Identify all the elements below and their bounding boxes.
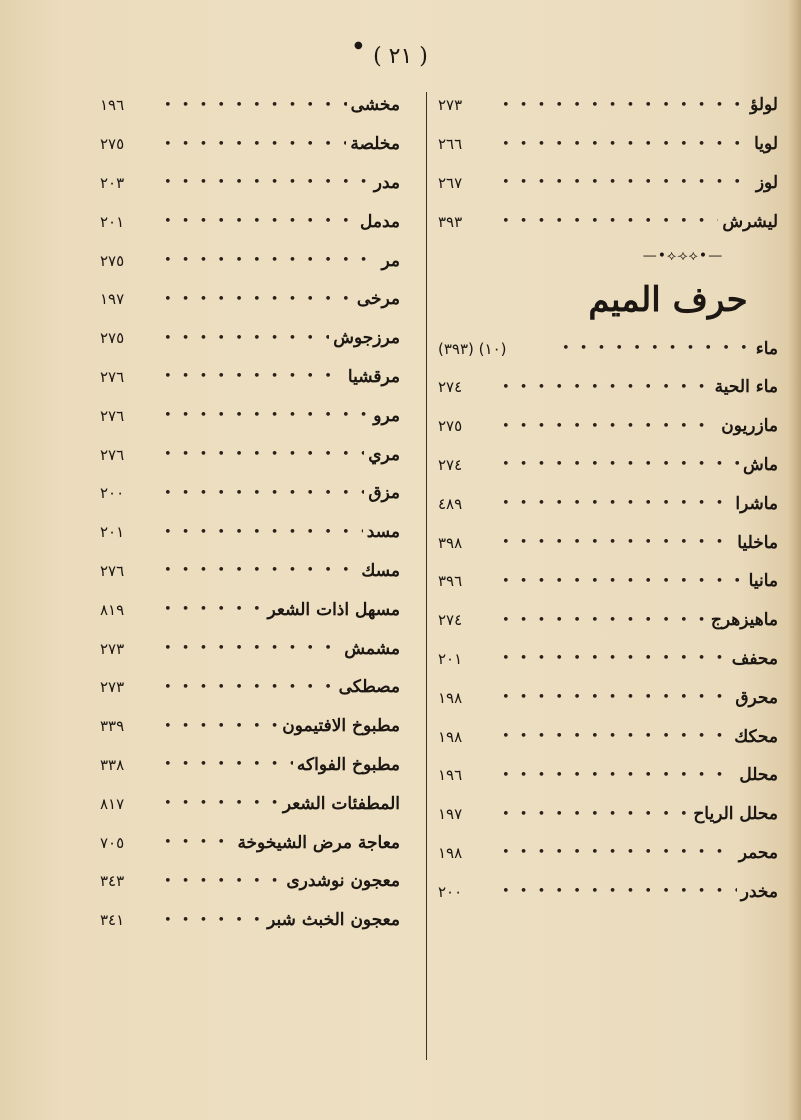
- entry-page: ٢٧٦: [100, 406, 125, 425]
- leader-dots: [496, 137, 750, 152]
- entry-term: مطبوخ الفواكه: [296, 754, 400, 775]
- entry-term: مرو: [373, 405, 400, 426]
- entry-term: ليشرش: [722, 211, 778, 232]
- leader-dots: [158, 719, 278, 734]
- entry-page: ١٩٧: [438, 805, 463, 824]
- leader-dots: [496, 496, 731, 511]
- leader-dots: [158, 486, 364, 501]
- leader-dots: [158, 408, 369, 423]
- entry-term: محمر: [738, 842, 778, 863]
- index-entry: [438, 717, 778, 756]
- index-entry: [438, 329, 778, 368]
- leader-dots: [158, 175, 370, 190]
- leader-dots: [158, 602, 264, 617]
- entry-term: محلل الرياح: [693, 804, 778, 825]
- ink-dot: ●: [354, 40, 363, 51]
- entry-page: ٢٧٥: [438, 417, 463, 436]
- index-entry: [438, 86, 778, 125]
- entry-term: المطفئات الشعر: [282, 793, 400, 814]
- leader-dots: [496, 419, 717, 434]
- entry-page: ٢٠٣: [100, 173, 125, 192]
- column-divider: [426, 92, 427, 1060]
- entry-page: ٢٧٥: [100, 135, 125, 154]
- entry-term: مري: [368, 444, 400, 465]
- leader-dots: [158, 835, 233, 850]
- entry-page: ٢٧٥: [100, 329, 125, 348]
- entry-page: ٢٧٦: [100, 367, 125, 386]
- entry-term: مسد: [366, 522, 400, 543]
- entry-term: محفف: [731, 648, 778, 669]
- entry-term: ماش: [742, 454, 778, 475]
- leader-dots: [496, 690, 731, 705]
- leader-dots: [158, 874, 282, 889]
- leader-dots: [496, 651, 728, 666]
- entry-term: معجون الخبث شبر: [267, 910, 400, 931]
- entry-page: ٢٦٦: [438, 135, 463, 154]
- leader-dots: [496, 98, 746, 113]
- leader-dots: [158, 447, 364, 462]
- leader-dots: [496, 380, 711, 395]
- index-entry: [438, 164, 778, 203]
- index-entry: [100, 590, 400, 629]
- entry-term: مخشى: [350, 95, 400, 116]
- right-index-column: [438, 86, 778, 911]
- index-entry: [100, 629, 400, 668]
- entry-term: محلل: [739, 765, 778, 786]
- entry-term: ماء الحية: [714, 377, 778, 398]
- index-entry: [100, 241, 400, 280]
- entry-term: مطبوخ الافتيمون: [282, 716, 400, 737]
- index-entry: [438, 678, 778, 717]
- index-entry: [438, 795, 778, 834]
- index-entry: [438, 756, 778, 795]
- leader-dots: [496, 574, 745, 589]
- index-entry: [438, 446, 778, 485]
- index-entry: [438, 562, 778, 601]
- left-index-column: [100, 86, 400, 940]
- entry-term: مازريون: [721, 416, 778, 437]
- entry-page: ٢٧٤: [438, 611, 463, 630]
- leader-dots: [496, 884, 737, 899]
- entry-page: ٢٠١: [100, 523, 125, 542]
- index-entry: [438, 368, 778, 407]
- entry-page: ٧٠٥: [100, 833, 125, 852]
- entry-term: مرخى: [356, 289, 400, 310]
- index-entry: [438, 601, 778, 640]
- entry-term: مسك: [361, 560, 400, 581]
- index-entry: [438, 202, 778, 241]
- entry-page: ٢٧٦: [100, 561, 125, 580]
- index-entry: [100, 823, 400, 862]
- leader-dots: [496, 768, 735, 783]
- index-entry: [100, 280, 400, 319]
- entry-page: ٢٠١: [438, 649, 463, 668]
- entry-term: محكك: [734, 726, 778, 747]
- index-entry: [100, 746, 400, 785]
- leader-dots: [158, 796, 279, 811]
- entry-term: مصطكى: [338, 677, 400, 698]
- leader-dots: [496, 457, 739, 472]
- entry-term: مخدر: [740, 881, 778, 902]
- entry-page: ٢٧٤: [438, 378, 463, 397]
- page-number: ( ٢١ ): [373, 44, 428, 69]
- entry-term: مشمش: [344, 638, 400, 659]
- entry-page: (٣٩٣) (١٠): [438, 339, 507, 358]
- index-entry: [100, 125, 400, 164]
- entry-page: ٢٠٠: [100, 484, 125, 503]
- entry-page: ١٩٨: [438, 843, 463, 862]
- entry-page: ٣٩٨: [438, 533, 463, 552]
- entry-page: ٢٧٥: [100, 251, 125, 270]
- index-entry: [100, 474, 400, 513]
- entry-page: ١٩٨: [438, 688, 463, 707]
- entry-page: ٨١٩: [100, 600, 125, 619]
- entry-page: ٣٩٦: [438, 572, 463, 591]
- entry-page: ٣٤٣: [100, 872, 125, 891]
- entry-term: ماخليا: [737, 532, 778, 553]
- leader-dots: [496, 613, 707, 628]
- entry-term: مرزجوش: [333, 328, 400, 349]
- leader-dots: [158, 525, 363, 540]
- index-entry: [100, 552, 400, 591]
- entry-term: محرق: [735, 687, 778, 708]
- leader-dots: [158, 331, 329, 346]
- entry-term: مخلصة: [350, 134, 400, 155]
- page-gutter: [787, 0, 801, 1120]
- entry-term: لوز: [755, 172, 778, 193]
- index-entry: [100, 707, 400, 746]
- index-entry: [438, 484, 778, 523]
- entry-term: مر: [381, 250, 400, 271]
- leader-dots: [496, 845, 735, 860]
- index-entry: [438, 640, 778, 679]
- entry-page: ٣٩٣: [438, 212, 463, 231]
- entry-term: مزق: [368, 483, 400, 504]
- entry-page: ١٩٦: [100, 96, 125, 115]
- index-entry: [100, 435, 400, 474]
- entry-page: ١٩٨: [438, 727, 463, 746]
- index-entry: [100, 668, 400, 707]
- entry-page: ٣٣٨: [100, 755, 125, 774]
- leader-dots: [496, 214, 718, 229]
- leader-dots: [556, 341, 752, 356]
- leader-dots: [158, 913, 263, 928]
- index-entry: [438, 125, 778, 164]
- index-entry: [100, 202, 400, 241]
- entry-term: مرقشيا: [347, 366, 400, 387]
- entry-term: ماهيزهرج: [710, 610, 778, 631]
- leader-dots: [158, 214, 356, 229]
- entry-term: مدمل: [359, 211, 400, 232]
- entry-page: ٢٦٧: [438, 173, 463, 192]
- leader-dots: [158, 98, 347, 113]
- leader-dots: [158, 563, 357, 578]
- entry-page: ٢٧٣: [100, 678, 125, 697]
- entry-page: ٨١٧: [100, 794, 125, 813]
- entry-term: معجون نوشدرى: [286, 871, 400, 892]
- entry-term: ماشرا: [735, 493, 778, 514]
- leader-dots: [158, 292, 353, 307]
- entry-term: لولؤ: [750, 95, 778, 116]
- index-entry: [100, 862, 400, 901]
- index-entry: [100, 513, 400, 552]
- index-entry: [100, 164, 400, 203]
- leader-dots: [496, 807, 689, 822]
- entry-page: ٢٧٤: [438, 455, 463, 474]
- entry-term: مسهل اذات الشعر: [267, 599, 400, 620]
- leader-dots: [496, 175, 752, 190]
- leader-dots: [158, 757, 293, 772]
- entry-page: ١٩٧: [100, 290, 125, 309]
- entry-term: مدر: [373, 172, 400, 193]
- section-title: حرف الميم: [588, 280, 748, 321]
- index-entry: [100, 784, 400, 823]
- entry-page: ١٩٦: [438, 766, 463, 785]
- leader-dots: [158, 253, 378, 268]
- entry-page: ٣٣٩: [100, 717, 125, 736]
- entry-term: ماء: [755, 338, 778, 359]
- entry-term: معاجة مرض الشيخوخة: [237, 832, 400, 853]
- entry-page: ٢٧٦: [100, 445, 125, 464]
- entry-page: ٢٠١: [100, 212, 125, 231]
- leader-dots: [158, 369, 344, 384]
- entry-page: ٣٤١: [100, 911, 125, 930]
- leader-dots: [496, 535, 733, 550]
- entry-term: لويا: [754, 134, 778, 155]
- index-entry: [100, 358, 400, 397]
- entry-page: ٢٧٣: [438, 96, 463, 115]
- leader-dots: [158, 680, 335, 695]
- index-entry: [100, 901, 400, 940]
- entry-term: مانيا: [748, 571, 778, 592]
- index-entry: [438, 872, 778, 911]
- index-entry: [438, 834, 778, 873]
- entry-page: ٢٧٣: [100, 639, 125, 658]
- leader-dots: [496, 729, 730, 744]
- entry-page: ٢٠٠: [438, 882, 463, 901]
- index-entry: [100, 319, 400, 358]
- index-entry: [438, 523, 778, 562]
- leader-dots: [158, 641, 340, 656]
- leader-dots: [158, 137, 346, 152]
- index-entry: [438, 407, 778, 446]
- section-ornament: —•⟡⟢⟡•—: [642, 248, 724, 265]
- entry-page: ٤٨٩: [438, 494, 463, 513]
- index-entry: [100, 86, 400, 125]
- index-entry: [100, 396, 400, 435]
